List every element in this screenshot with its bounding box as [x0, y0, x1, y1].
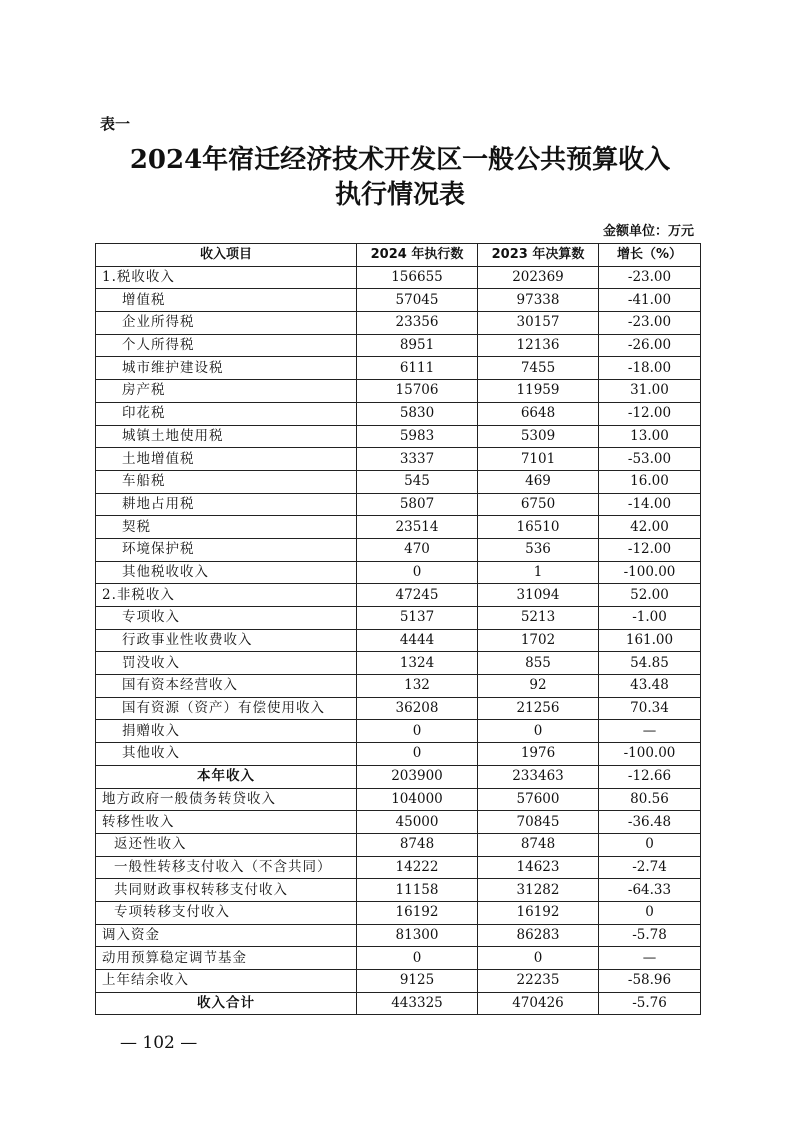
row-growth: 52.00 — [599, 584, 701, 607]
table-row — [96, 697, 701, 720]
table-row — [96, 856, 701, 879]
row-value-2024: 5983 — [357, 425, 478, 448]
row-value-2023: 233463 — [478, 765, 599, 788]
table-row — [96, 901, 701, 924]
row-growth: -5.76 — [599, 992, 701, 1015]
row-value-2024: 57045 — [357, 289, 478, 312]
row-growth: 70.34 — [599, 697, 701, 720]
row-value-2023: 1702 — [478, 629, 599, 652]
row-growth: -5.78 — [599, 924, 701, 947]
row-item-name: 城市维护建设税 — [96, 357, 357, 380]
row-value-2024: 5807 — [357, 493, 478, 516]
row-value-2024: 14222 — [357, 856, 478, 879]
row-growth: 43.48 — [599, 675, 701, 698]
row-item-name: 返还性收入 — [96, 833, 357, 856]
table-row — [96, 402, 701, 425]
row-value-2024: 5137 — [357, 607, 478, 630]
row-value-2023: 31094 — [478, 584, 599, 607]
row-value-2024: 81300 — [357, 924, 478, 947]
row-value-2024: 11158 — [357, 879, 478, 902]
row-item-name: 环境保护税 — [96, 538, 357, 561]
row-value-2023: 5213 — [478, 607, 599, 630]
table-row — [96, 720, 701, 743]
row-item-name: 本年收入 — [96, 765, 357, 788]
table-row — [96, 811, 701, 834]
row-item-name: 耕地占用税 — [96, 493, 357, 516]
table-row — [96, 470, 701, 493]
row-value-2023: 14623 — [478, 856, 599, 879]
row-growth: -14.00 — [599, 493, 701, 516]
row-value-2023: 5309 — [478, 425, 599, 448]
row-value-2023: 8748 — [478, 833, 599, 856]
row-item-name: 车船税 — [96, 470, 357, 493]
row-growth: 16.00 — [599, 470, 701, 493]
table-row — [96, 266, 701, 289]
row-growth: 31.00 — [599, 380, 701, 403]
row-growth: -23.00 — [599, 266, 701, 289]
row-growth: — — [599, 720, 701, 743]
row-item-name: 印花税 — [96, 402, 357, 425]
table-row — [96, 312, 701, 335]
row-value-2024: 0 — [357, 947, 478, 970]
row-value-2023: 7101 — [478, 448, 599, 471]
row-growth: 161.00 — [599, 629, 701, 652]
table-row — [96, 584, 701, 607]
row-value-2024: 545 — [357, 470, 478, 493]
row-item-name: 城镇土地使用税 — [96, 425, 357, 448]
row-value-2024: 132 — [357, 675, 478, 698]
row-item-name: 土地增值税 — [96, 448, 357, 471]
table-row — [96, 448, 701, 471]
row-value-2024: 8748 — [357, 833, 478, 856]
row-growth: -26.00 — [599, 334, 701, 357]
row-item-name: 动用预算稳定调节基金 — [96, 947, 357, 970]
row-value-2024: 156655 — [357, 266, 478, 289]
row-value-2024: 23514 — [357, 516, 478, 539]
row-value-2024: 15706 — [357, 380, 478, 403]
table-row — [96, 357, 701, 380]
table-row — [96, 924, 701, 947]
table-row — [96, 992, 701, 1015]
row-value-2024: 0 — [357, 720, 478, 743]
row-growth: -64.33 — [599, 879, 701, 902]
header-2023: 2023 年决算数 — [478, 244, 599, 267]
row-value-2024: 23356 — [357, 312, 478, 335]
row-value-2023: 536 — [478, 538, 599, 561]
header-growth: 增长（%） — [599, 244, 701, 267]
page-title-line2: 执行情况表 — [334, 180, 465, 210]
amount-unit: 金额单位：万元 — [602, 224, 694, 239]
row-value-2023: 1976 — [478, 743, 599, 766]
table-row — [96, 334, 701, 357]
row-value-2024: 45000 — [357, 811, 478, 834]
row-growth: 80.56 — [599, 788, 701, 811]
row-growth: -12.00 — [599, 538, 701, 561]
row-item-name: 企业所得税 — [96, 312, 357, 335]
row-value-2023: 470426 — [478, 992, 599, 1015]
row-value-2023: 22235 — [478, 970, 599, 993]
row-item-name: 其他收入 — [96, 743, 357, 766]
table-row — [96, 765, 701, 788]
row-growth: -36.48 — [599, 811, 701, 834]
row-item-name: 转移性收入 — [96, 811, 357, 834]
page-title: 2024年宿迁经济技术开发区一般公共预算收入 — [129, 145, 671, 175]
row-value-2023: 12136 — [478, 334, 599, 357]
row-item-name: 专项转移支付收入 — [96, 901, 357, 924]
row-item-name: 专项收入 — [96, 607, 357, 630]
row-growth: -2.74 — [599, 856, 701, 879]
table-row — [96, 879, 701, 902]
table-row — [96, 516, 701, 539]
row-value-2023: 21256 — [478, 697, 599, 720]
row-value-2023: 469 — [478, 470, 599, 493]
table-row — [96, 970, 701, 993]
row-item-name: 1.税收收入 — [96, 266, 357, 289]
table-row — [96, 561, 701, 584]
row-item-name: 国有资本经营收入 — [96, 675, 357, 698]
row-item-name: 增值税 — [96, 289, 357, 312]
row-growth: -12.66 — [599, 765, 701, 788]
row-growth: -100.00 — [599, 561, 701, 584]
row-value-2024: 47245 — [357, 584, 478, 607]
row-value-2023: 16192 — [478, 901, 599, 924]
row-growth: -41.00 — [599, 289, 701, 312]
row-value-2024: 3337 — [357, 448, 478, 471]
row-value-2023: 97338 — [478, 289, 599, 312]
row-value-2023: 202369 — [478, 266, 599, 289]
row-value-2023: 1 — [478, 561, 599, 584]
row-value-2023: 11959 — [478, 380, 599, 403]
row-item-name: 国有资源（资产）有偿使用收入 — [96, 697, 357, 720]
row-value-2023: 86283 — [478, 924, 599, 947]
row-value-2024: 470 — [357, 538, 478, 561]
row-value-2024: 16192 — [357, 901, 478, 924]
row-growth: 13.00 — [599, 425, 701, 448]
table-row — [96, 675, 701, 698]
row-growth: -58.96 — [599, 970, 701, 993]
row-value-2023: 6648 — [478, 402, 599, 425]
table-row — [96, 289, 701, 312]
row-value-2024: 0 — [357, 561, 478, 584]
row-growth: 0 — [599, 833, 701, 856]
header-item: 收入项目 — [96, 244, 357, 267]
table-row — [96, 380, 701, 403]
table-row — [96, 788, 701, 811]
row-growth: 0 — [599, 901, 701, 924]
row-item-name: 地方政府一般债务转贷收入 — [96, 788, 357, 811]
row-growth: 54.85 — [599, 652, 701, 675]
row-value-2023: 30157 — [478, 312, 599, 335]
row-item-name: 上年结余收入 — [96, 970, 357, 993]
row-value-2023: 31282 — [478, 879, 599, 902]
row-item-name: 个人所得税 — [96, 334, 357, 357]
row-item-name: 一般性转移支付收入（不含共同） — [96, 856, 357, 879]
row-value-2023: 855 — [478, 652, 599, 675]
row-value-2024: 5830 — [357, 402, 478, 425]
row-value-2023: 0 — [478, 947, 599, 970]
row-value-2023: 57600 — [478, 788, 599, 811]
table-row — [96, 629, 701, 652]
header-2024: 2024 年执行数 — [357, 244, 478, 267]
row-growth: -12.00 — [599, 402, 701, 425]
row-value-2024: 443325 — [357, 992, 478, 1015]
row-value-2024: 104000 — [357, 788, 478, 811]
row-value-2024: 0 — [357, 743, 478, 766]
row-growth: -53.00 — [599, 448, 701, 471]
row-value-2024: 36208 — [357, 697, 478, 720]
row-value-2023: 7455 — [478, 357, 599, 380]
row-item-name: 其他税收收入 — [96, 561, 357, 584]
row-value-2024: 1324 — [357, 652, 478, 675]
table-row — [96, 743, 701, 766]
row-growth: -1.00 — [599, 607, 701, 630]
table-row — [96, 538, 701, 561]
table-header-row — [96, 244, 701, 267]
table-row — [96, 425, 701, 448]
row-item-name: 房产税 — [96, 380, 357, 403]
row-value-2023: 0 — [478, 720, 599, 743]
row-item-name: 罚没收入 — [96, 652, 357, 675]
table-row — [96, 947, 701, 970]
row-value-2023: 92 — [478, 675, 599, 698]
row-growth: -100.00 — [599, 743, 701, 766]
revenue-table — [95, 243, 701, 1015]
row-value-2023: 70845 — [478, 811, 599, 834]
page-number: — 102 — — [120, 1033, 198, 1053]
table-row — [96, 833, 701, 856]
table-label: 表一 — [100, 115, 131, 133]
row-item-name: 2.非税收入 — [96, 584, 357, 607]
row-value-2023: 6750 — [478, 493, 599, 516]
row-growth: -18.00 — [599, 357, 701, 380]
row-value-2024: 4444 — [357, 629, 478, 652]
row-growth: -23.00 — [599, 312, 701, 335]
row-value-2024: 9125 — [357, 970, 478, 993]
table-row — [96, 652, 701, 675]
row-item-name: 收入合计 — [96, 992, 357, 1015]
row-value-2024: 203900 — [357, 765, 478, 788]
row-value-2024: 8951 — [357, 334, 478, 357]
row-growth: — — [599, 947, 701, 970]
row-item-name: 捐赠收入 — [96, 720, 357, 743]
table-row — [96, 607, 701, 630]
row-value-2024: 6111 — [357, 357, 478, 380]
row-item-name: 调入资金 — [96, 924, 357, 947]
row-item-name: 共同财政事权转移支付收入 — [96, 879, 357, 902]
row-item-name: 行政事业性收费收入 — [96, 629, 357, 652]
row-item-name: 契税 — [96, 516, 357, 539]
table-row — [96, 493, 701, 516]
row-value-2023: 16510 — [478, 516, 599, 539]
row-growth: 42.00 — [599, 516, 701, 539]
